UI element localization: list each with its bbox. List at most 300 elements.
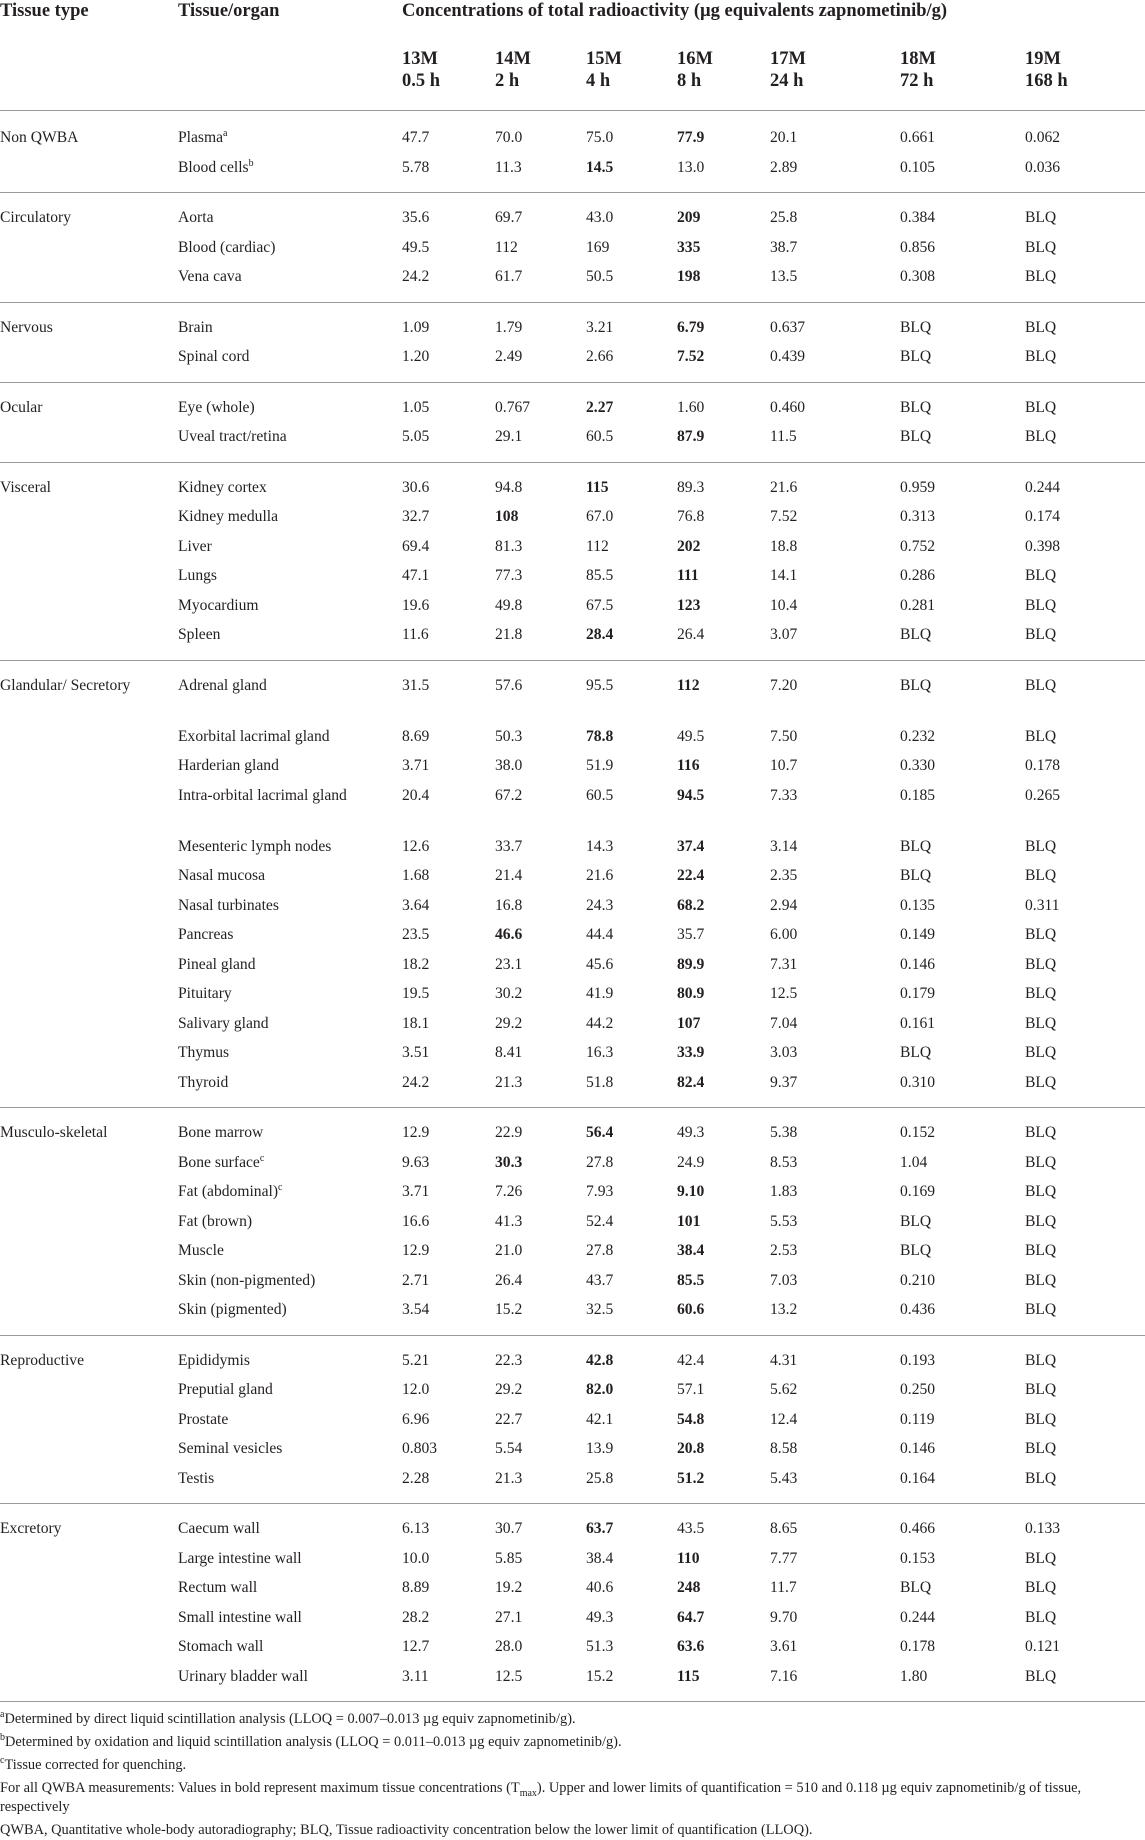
value-cell: 112 <box>586 537 609 555</box>
value-cell: 20.1 <box>770 129 798 146</box>
value-cell: 169 <box>586 238 610 256</box>
header-concentration: Concentrations of total radioactivity (µg equivalents zapnometinib/g) <box>402 1 948 21</box>
table-row <box>0 1379 1145 1409</box>
value-cell: 23.5 <box>402 926 430 943</box>
value-cell: 26.4 <box>677 626 705 643</box>
value-cell: 3.54 <box>402 1301 430 1318</box>
tissue-type-cell <box>0 1438 178 1468</box>
value-cell: 75.0 <box>586 129 614 146</box>
value-cell: 1.68 <box>402 867 430 884</box>
value-cell: 0.179 <box>900 985 936 1002</box>
value-cell: 89.9 <box>677 955 705 973</box>
value-cell: BLQ <box>900 318 932 336</box>
value-cell: 38.0 <box>495 757 523 774</box>
value-cell: BLQ <box>900 1242 932 1259</box>
table-row <box>0 1270 1145 1300</box>
value-cell: 20.4 <box>402 786 430 804</box>
value-cell: 202 <box>677 537 701 555</box>
value-cell: 18.8 <box>770 537 798 555</box>
value-cell: 5.53 <box>770 1212 798 1230</box>
value-cell: 42.4 <box>677 1351 705 1369</box>
value-cell: 46.6 <box>495 926 523 943</box>
value-cell: 2.49 <box>495 348 523 365</box>
value-cell: BLQ <box>1025 1608 1057 1626</box>
table-row <box>0 157 1145 193</box>
tissue-organ-cell: Kidney cortex <box>178 478 267 496</box>
value-cell: BLQ <box>1025 1440 1057 1457</box>
table-row <box>0 1072 1145 1108</box>
table-row <box>0 660 1145 726</box>
value-cell: BLQ <box>900 348 932 365</box>
value-cell: 0.193 <box>900 1351 936 1369</box>
value-cell: 3.11 <box>402 1667 429 1685</box>
value-cell: 335 <box>677 238 701 256</box>
value-cell: 44.4 <box>586 926 614 943</box>
value-cell: 3.71 <box>402 1183 430 1200</box>
value-cell: 10.7 <box>770 757 798 774</box>
header-time-17m: 17M 24 h <box>770 49 806 91</box>
tissue-type-cell <box>0 1409 178 1439</box>
value-cell: BLQ <box>1025 676 1057 694</box>
value-cell: BLQ <box>1025 1124 1057 1141</box>
value-cell: 2.89 <box>770 158 798 176</box>
tissue-organ-cell: Myocardium <box>178 596 259 614</box>
table-row <box>0 1211 1145 1241</box>
value-cell: BLQ <box>1025 727 1057 745</box>
value-cell: 0.311 <box>1025 896 1060 914</box>
value-cell: 49.3 <box>586 1608 614 1626</box>
value-cell: 3.71 <box>402 757 430 774</box>
value-cell: 61.7 <box>495 268 523 285</box>
value-cell: BLQ <box>1025 1351 1057 1369</box>
value-cell: BLQ <box>1025 268 1057 285</box>
table-row <box>0 1181 1145 1211</box>
value-cell: 14.5 <box>586 158 614 176</box>
header-time-15m: 15M 4 h <box>586 49 622 91</box>
value-cell: 7.03 <box>770 1271 798 1289</box>
value-cell: 2.27 <box>586 398 614 416</box>
header-tissue-type: Tissue type <box>0 1 89 21</box>
value-cell: 82.4 <box>677 1073 705 1091</box>
tissue-type-cell: Visceral <box>0 478 52 496</box>
value-cell: 5.54 <box>495 1440 523 1457</box>
value-cell: 21.8 <box>495 626 523 643</box>
value-cell: 0.105 <box>900 158 936 176</box>
tissue-organ-cell: Fat (brown) <box>178 1212 253 1230</box>
value-cell: BLQ <box>1025 1212 1057 1230</box>
value-cell: 51.9 <box>586 757 614 774</box>
value-cell: 63.6 <box>677 1638 705 1655</box>
value-cell: 56.4 <box>586 1124 614 1141</box>
value-cell: 87.9 <box>677 428 705 445</box>
footnote-b: $^b$Determined by oxidation and liquid scintillation analysis (LLOQ = 0.011–0.013 µg equiv zapnometinib/g). <box>0 1732 622 1750</box>
value-cell: 37.4 <box>677 837 705 855</box>
tissue-type-cell <box>0 1299 178 1335</box>
value-cell: 10.4 <box>770 596 798 614</box>
value-cell: 32.5 <box>586 1301 614 1318</box>
tissue-organ-cell: Salivary gland <box>178 1014 269 1032</box>
value-cell: 12.9 <box>402 1124 430 1141</box>
value-cell: BLQ <box>1025 238 1057 256</box>
value-cell: BLQ <box>1025 428 1057 445</box>
value-cell: 43.0 <box>586 209 614 226</box>
table-row <box>0 565 1145 595</box>
table-row <box>0 1577 1145 1607</box>
value-cell: 0.398 <box>1025 537 1061 555</box>
value-cell: 0.308 <box>900 268 936 285</box>
table-row <box>0 536 1145 566</box>
value-cell: BLQ <box>1025 567 1057 584</box>
tissue-organ-cell: Rectum wall <box>178 1579 258 1596</box>
value-cell: 28.2 <box>402 1608 430 1626</box>
value-cell: 51.2 <box>677 1469 705 1487</box>
table-row <box>0 266 1145 302</box>
table-row <box>0 924 1145 954</box>
footnote-qwba: For all QWBA measurements: Values in bold represent maximum tissue concentrations $(T_{max})$. Upper and lower limits of quantification = 510 and 0.118 µg equiv zapnometinib/g of tissue, respectively <box>0 1780 1082 1815</box>
value-cell: BLQ <box>1025 1579 1057 1596</box>
value-cell: 0.149 <box>900 926 936 943</box>
value-cell: 11.6 <box>402 626 429 643</box>
value-cell: BLQ <box>1025 626 1057 643</box>
value-cell: 0.178 <box>1025 757 1061 774</box>
tissue-organ-cell: Aorta <box>178 209 214 226</box>
value-cell: 0.281 <box>900 596 936 614</box>
tissue-organ-cell: Prostate <box>178 1410 229 1428</box>
value-cell: 0.164 <box>900 1469 936 1487</box>
value-cell: 21.6 <box>586 867 614 884</box>
value-cell: 7.04 <box>770 1014 798 1032</box>
value-cell: BLQ <box>1025 1410 1057 1428</box>
tissue-type-cell <box>0 1607 178 1637</box>
value-cell: 80.9 <box>677 985 705 1002</box>
tissue-organ-cell: Spleen <box>178 626 221 643</box>
value-cell: 0.384 <box>900 209 936 226</box>
tissue-organ-cell: Thymus <box>178 1044 230 1061</box>
value-cell: 7.33 <box>770 786 798 804</box>
value-cell: 30.2 <box>495 985 523 1002</box>
value-cell: 60.5 <box>586 428 614 445</box>
value-cell: 0.174 <box>1025 508 1061 525</box>
value-cell: 0.036 <box>1025 158 1061 176</box>
value-cell: BLQ <box>1025 1073 1057 1091</box>
table-row <box>0 1108 1145 1152</box>
value-cell: 1.80 <box>900 1667 928 1685</box>
tissue-type-cell <box>0 157 178 193</box>
tissue-organ-cell: Lungs <box>178 567 217 584</box>
value-cell: 63.7 <box>586 1520 614 1537</box>
table-row <box>0 1409 1145 1439</box>
value-cell: 28.4 <box>586 626 614 643</box>
tissue-organ-cell: Skin (non-pigmented) <box>178 1271 316 1289</box>
value-cell: 6.13 <box>402 1520 430 1537</box>
value-cell: 0.135 <box>900 896 936 914</box>
tissue-type-cell <box>0 836 178 866</box>
value-cell: BLQ <box>900 837 932 855</box>
value-cell: 0.152 <box>900 1124 936 1141</box>
value-cell: 38.7 <box>770 238 798 256</box>
tissue-organ-cell: Kidney medulla <box>178 508 279 525</box>
tissue-type-cell <box>0 1181 178 1211</box>
tissue-organ-cell: Epididymis <box>178 1351 250 1369</box>
value-cell: 35.6 <box>402 209 430 226</box>
value-cell: 0.146 <box>900 955 936 973</box>
value-cell: 69.4 <box>402 537 430 555</box>
value-cell: BLQ <box>1025 1381 1057 1398</box>
value-cell: 28.0 <box>495 1638 523 1655</box>
value-cell: 41.9 <box>586 985 614 1002</box>
value-cell: 89.3 <box>677 478 705 496</box>
table-row <box>0 193 1145 237</box>
value-cell: 198 <box>677 268 701 285</box>
table-row <box>0 1240 1145 1270</box>
value-cell: 0.310 <box>900 1073 936 1091</box>
value-cell: 70.0 <box>495 129 523 146</box>
value-cell: 116 <box>677 757 700 774</box>
value-cell: 0.062 <box>1025 129 1061 146</box>
tissue-type-cell <box>0 624 178 660</box>
value-cell: 1.83 <box>770 1183 798 1200</box>
value-cell: 24.2 <box>402 268 430 285</box>
value-cell: 3.64 <box>402 896 430 914</box>
value-cell: BLQ <box>1025 1014 1057 1032</box>
value-cell: 7.52 <box>677 348 705 365</box>
value-cell: 41.3 <box>495 1212 523 1230</box>
value-cell: 31.5 <box>402 676 430 694</box>
table-row <box>0 895 1145 925</box>
value-cell: 33.7 <box>495 837 523 855</box>
value-cell: 123 <box>677 596 701 614</box>
value-cell: 13.5 <box>770 268 798 285</box>
table-footnotes <box>0 1702 1140 1840</box>
value-cell: 19.5 <box>402 985 430 1002</box>
value-cell: 50.5 <box>586 268 614 285</box>
value-cell: 21.3 <box>495 1073 523 1091</box>
value-cell: 85.5 <box>586 567 614 584</box>
table-row <box>0 1504 1145 1548</box>
tissue-type-cell <box>0 1152 178 1182</box>
table-row <box>0 1548 1145 1578</box>
value-cell: 111 <box>677 567 699 584</box>
tissue-type-cell <box>0 1072 178 1108</box>
footnote-c: $^c$Tissue corrected for quenching. <box>0 1755 187 1773</box>
value-cell: 0.119 <box>900 1410 935 1428</box>
value-cell: 10.0 <box>402 1549 430 1567</box>
tissue-organ-cell: Seminal vesicles <box>178 1440 283 1457</box>
table-row <box>0 111 1145 157</box>
table-row <box>0 954 1145 984</box>
value-cell: 54.8 <box>677 1410 705 1428</box>
value-cell: 0.133 <box>1025 1520 1061 1537</box>
value-cell: 82.0 <box>586 1381 614 1398</box>
value-cell: 24.2 <box>402 1073 430 1091</box>
value-cell: 94.5 <box>677 786 705 804</box>
value-cell: 49.5 <box>677 727 705 745</box>
tissue-type-cell: Ocular <box>0 398 43 416</box>
tissue-organ-cell: Small intestine wall <box>178 1608 302 1626</box>
value-cell: 78.8 <box>586 727 614 745</box>
value-cell: BLQ <box>1025 1549 1057 1567</box>
footnote-abbreviations: QWBA, Quantitative whole-body autoradiography; BLQ, Tissue radioactivity concentration below the lower limit of quantification (LLOQ). <box>0 1822 813 1838</box>
header-time-13m: 13M 0.5 h <box>402 49 441 91</box>
value-cell: 101 <box>677 1212 701 1230</box>
header-time-19m: 19M 168 h <box>1025 49 1068 91</box>
tissue-organ-cell: Urinary bladder wall <box>178 1667 308 1685</box>
value-cell: 12.0 <box>402 1381 430 1398</box>
value-cell: BLQ <box>1025 318 1057 336</box>
tissue-type-cell <box>0 506 178 536</box>
value-cell: 51.8 <box>586 1073 614 1091</box>
table-row <box>0 382 1145 426</box>
value-cell: 13.2 <box>770 1301 798 1318</box>
value-cell: 9.63 <box>402 1153 430 1171</box>
value-cell: 81.3 <box>495 537 523 555</box>
value-cell: 30.7 <box>495 1520 523 1537</box>
tissue-organ-cell: Muscle <box>178 1242 224 1259</box>
value-cell: 33.9 <box>677 1044 705 1061</box>
tissue-organ-cell: Spinal cord <box>178 348 250 365</box>
tissue-type-cell <box>0 1666 178 1702</box>
value-cell: 16.6 <box>402 1212 430 1230</box>
value-cell: 21.3 <box>495 1469 523 1487</box>
tissue-organ-cell: Nasal turbinates <box>178 896 279 914</box>
value-cell: 1.09 <box>402 318 430 336</box>
value-cell: 0.436 <box>900 1301 936 1318</box>
value-cell: 0.250 <box>900 1381 936 1398</box>
tissue-type-cell <box>0 426 178 462</box>
value-cell: 0.169 <box>900 1183 936 1200</box>
header-time-16m: 16M 8 h <box>677 49 713 91</box>
tissue-type-cell <box>0 865 178 895</box>
tissue-type-cell <box>0 1270 178 1300</box>
value-cell: 5.05 <box>402 428 430 445</box>
value-cell: 20.8 <box>677 1440 705 1457</box>
value-cell: 112 <box>677 676 700 694</box>
value-cell: BLQ <box>1025 955 1057 973</box>
value-cell: 50.3 <box>495 727 523 745</box>
tissue-organ-cell: Fat (abdominal)$^c$ <box>178 1181 283 1200</box>
value-cell: 11.3 <box>495 158 522 176</box>
value-cell: 2.35 <box>770 867 798 884</box>
value-cell: 0.232 <box>900 727 936 745</box>
table-body <box>0 111 1145 1702</box>
value-cell: 2.53 <box>770 1242 798 1259</box>
footnote-a: $^a$Determined by direct liquid scintillation analysis (LLOQ = 0.007–0.013 µg equiv zapnometinib/g). <box>0 1709 576 1727</box>
value-cell: 9.10 <box>677 1183 705 1200</box>
tissue-organ-cell: Caecum wall <box>178 1520 260 1537</box>
tissue-organ-cell: Brain <box>178 318 213 336</box>
tissue-type-cell <box>0 1548 178 1578</box>
tissue-organ-cell: Pituitary <box>178 985 232 1002</box>
value-cell: 27.8 <box>586 1242 614 1259</box>
value-cell: 47.7 <box>402 129 430 146</box>
tissue-type-cell <box>0 1379 178 1409</box>
tissue-organ-cell: Bone marrow <box>178 1124 264 1141</box>
table-row <box>0 302 1145 346</box>
value-cell: 5.38 <box>770 1124 798 1141</box>
value-cell: 11.7 <box>770 1579 797 1596</box>
tissue-type-cell <box>0 785 178 836</box>
value-cell: BLQ <box>1025 398 1057 416</box>
value-cell: 26.4 <box>495 1271 523 1289</box>
value-cell: 30.6 <box>402 478 430 496</box>
table-row <box>0 1042 1145 1072</box>
tissue-type-cell <box>0 1211 178 1241</box>
tissue-type-cell: Glandular/ Secretory <box>0 676 131 694</box>
tissue-type-cell: Non QWBA <box>0 129 79 146</box>
value-cell: 0.752 <box>900 537 936 555</box>
value-cell: 49.8 <box>495 596 523 614</box>
value-cell: 44.2 <box>586 1014 614 1032</box>
value-cell: 0.959 <box>900 478 936 496</box>
value-cell: 12.9 <box>402 1242 430 1259</box>
value-cell: 8.65 <box>770 1520 798 1537</box>
value-cell: 2.28 <box>402 1469 430 1487</box>
table-row <box>0 865 1145 895</box>
table-row <box>0 1438 1145 1468</box>
value-cell: 14.3 <box>586 837 614 855</box>
value-cell: 40.6 <box>586 1579 614 1596</box>
table-row <box>0 755 1145 785</box>
value-cell: 9.70 <box>770 1608 798 1626</box>
value-cell: 5.78 <box>402 158 430 176</box>
tissue-type-cell <box>0 726 178 756</box>
tissue-type-cell <box>0 266 178 302</box>
tissue-organ-cell: Adrenal gland <box>178 676 267 694</box>
value-cell: 0.637 <box>770 318 806 336</box>
value-cell: 49.5 <box>402 238 430 256</box>
value-cell: 3.51 <box>402 1044 430 1061</box>
value-cell: 0.767 <box>495 398 531 416</box>
tissue-organ-cell: Bone surface$^c$ <box>178 1152 265 1171</box>
value-cell: 7.31 <box>770 955 798 973</box>
table-row <box>0 1299 1145 1335</box>
value-cell: 0.856 <box>900 238 936 256</box>
value-cell: 0.153 <box>900 1549 936 1567</box>
value-cell: 12.4 <box>770 1410 798 1428</box>
value-cell: 0.265 <box>1025 786 1061 804</box>
tissue-organ-cell: Blood (cardiac) <box>178 238 276 256</box>
tissue-type-cell <box>0 237 178 267</box>
value-cell: 35.7 <box>677 926 705 943</box>
value-cell: 22.7 <box>495 1410 523 1428</box>
table-row <box>0 836 1145 866</box>
value-cell: 24.9 <box>677 1153 705 1171</box>
value-cell: 67.0 <box>586 508 614 525</box>
value-cell: 29.2 <box>495 1014 523 1032</box>
tissue-organ-cell: Testis <box>178 1469 215 1487</box>
value-cell: 23.1 <box>495 955 523 973</box>
value-cell: 22.4 <box>677 867 705 884</box>
tissue-type-cell <box>0 983 178 1013</box>
value-cell: 0.661 <box>900 129 936 146</box>
value-cell: 2.71 <box>402 1271 430 1289</box>
value-cell: 51.3 <box>586 1638 614 1655</box>
value-cell: 112 <box>495 238 518 256</box>
value-cell: 13.0 <box>677 158 705 176</box>
table-row <box>0 1468 1145 1504</box>
value-cell: BLQ <box>1025 1242 1057 1259</box>
value-cell: 57.6 <box>495 676 523 694</box>
value-cell: BLQ <box>1025 1301 1057 1318</box>
value-cell: BLQ <box>900 867 932 884</box>
tissue-organ-cell: Blood cells$^b$ <box>178 157 254 176</box>
value-cell: 7.52 <box>770 508 798 525</box>
value-cell: 3.03 <box>770 1044 798 1061</box>
tissue-type-cell <box>0 1636 178 1666</box>
value-cell: 57.1 <box>677 1381 705 1398</box>
tissue-organ-cell: Stomach wall <box>178 1638 264 1655</box>
value-cell: BLQ <box>1025 348 1057 365</box>
